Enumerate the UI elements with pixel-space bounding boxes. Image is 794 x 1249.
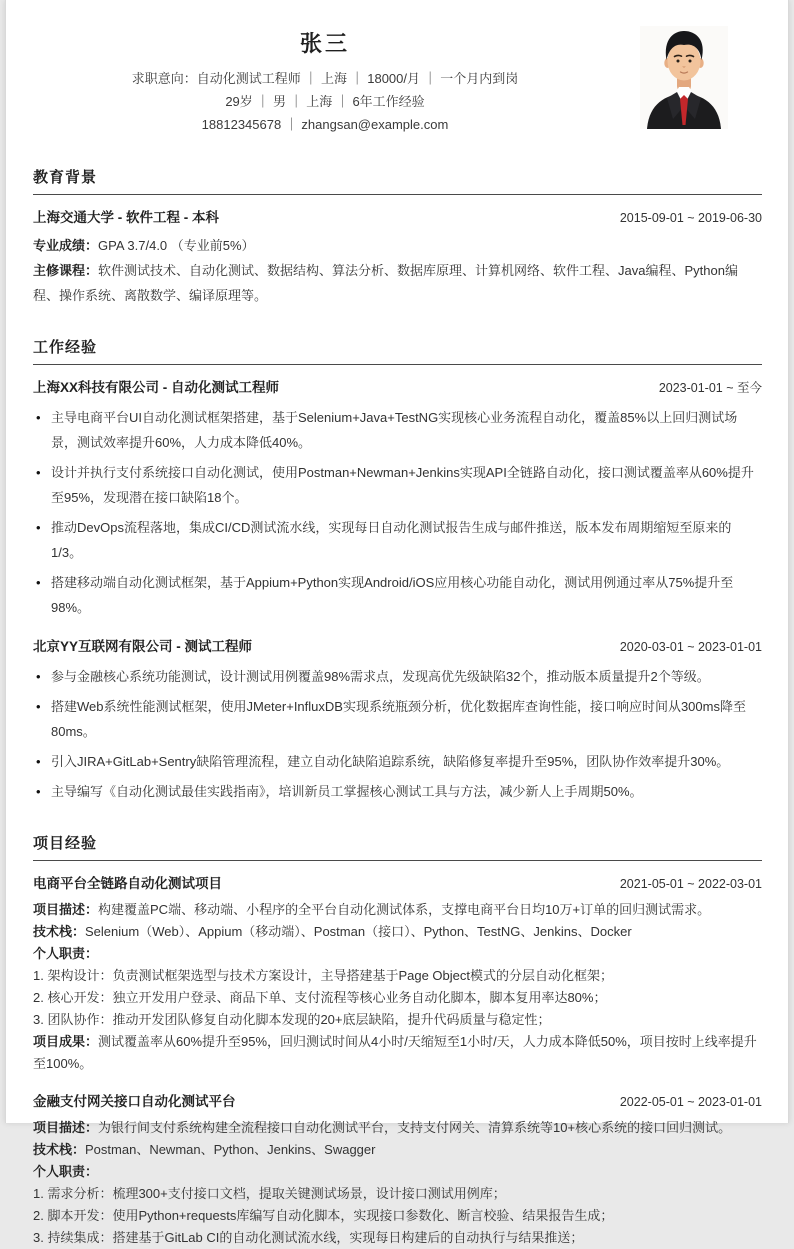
candidate-name: 张三 — [299, 31, 350, 56]
project1-result-text: 测试覆盖率从60%提升至95%，回归测试时间从4小时/天缩短至1小时/天，人力成本降低50%，项目按时上线率提升至100%。 — [33, 1034, 757, 1071]
job2-date-range: 2020-03-01 ~ 2023-01-01 — [619, 640, 762, 654]
section-education — [33, 166, 762, 308]
job2-bullet-4: • 主导编写《自动化测试最佳实践指南》，培训新员工掌握核心测试工具与方法，减少新人上手周期50%。 — [33, 779, 762, 804]
project-entry-2 — [33, 1092, 762, 1249]
project1-duty-label: 个人职责： — [33, 946, 99, 961]
job1-bullet-3: • 推动DevOps流程落地，集成CI/CD测试流水线，实现每日自动化测试报告生成与邮件推送，版本发布周期缩短至原来的1/3。 — [33, 515, 762, 565]
job2-bullet-3: • 引入JIRA+GitLab+Sentry缺陷管理流程，建立自动化缺陷追踪系统，缺陷修复率提升至95%，团队协作效率提升30%。 — [33, 749, 762, 774]
section-work — [33, 336, 762, 804]
project2-stack-text: Postman、Newman、Python、Jenkins、Swagger — [85, 1142, 376, 1157]
project1-duty-3: 3. 团队协作：推动开发团队修复自动化脚本发现的20+底层缺陷，提升代码质量与稳定性； — [33, 1012, 551, 1027]
project1-stack-text: Selenium（Web）、Appium（移动端）、Postman（接口）、Python、TestNG、Jenkins、Docker — [85, 924, 632, 939]
personal-info-line: 29岁 ｜ 男 ｜ 上海 ｜ 6年工作经验 — [225, 94, 425, 109]
courses-row — [33, 258, 762, 308]
project-entry-1 — [33, 874, 762, 1075]
courses-label: 主修课程： — [33, 263, 99, 278]
profile-photo — [640, 26, 728, 129]
education-entry-head — [33, 208, 762, 228]
project2-duty-3: 3. 持续集成：搭建基于GitLab CI的自动化测试流水线，实现每日构建后的自动执行与结果推送； — [33, 1230, 584, 1245]
gpa-label: 专业成绩： — [33, 238, 99, 253]
gpa-value: GPA 3.7/4.0 （专业前5%） — [98, 238, 255, 253]
project2-description-row — [33, 1117, 762, 1139]
job-intent-line: 求职意向：自动化测试工程师 ｜ 上海 ｜ 18000/月 ｜ 一个月内到岗 — [131, 71, 519, 86]
project2-rows — [33, 1117, 762, 1249]
project1-description-row — [33, 899, 762, 921]
project2-duty-2: 2. 脚本开发：使用Python+requests库编写自动化脚本，实现接口参数化、断言校验、结果报告生成； — [33, 1208, 614, 1223]
section-projects — [33, 832, 762, 1249]
job1-head — [33, 378, 762, 398]
project1-result-label: 项目成果： — [33, 1034, 99, 1049]
project1-description-text: 构建覆盖PC端、移动端、小程序的全平台自动化测试体系，支撑电商平台日均10万+订单的回归测试需求。 — [98, 902, 711, 917]
school-degree-title: 上海交通大学 - 软件工程 - 本科 — [33, 210, 219, 225]
job2-title: 北京YY互联网有限公司 - 测试工程师 — [33, 639, 253, 654]
project2-duty-1: 1. 需求分析：梳理300+支付接口文档，提取关键测试场景，设计接口测试用例库； — [33, 1186, 506, 1201]
job1-bullet-4: • 搭建移动端自动化测试框架，基于Appium+Python实现Android/iOS应用核心功能自动化，测试用例通过率从75%提升至98%。 — [33, 570, 762, 620]
project2-stack-row — [33, 1139, 762, 1161]
project2-stack-label: 技术栈： — [33, 1142, 86, 1157]
resume-header — [33, 30, 762, 138]
job-entry-2 — [33, 637, 762, 804]
project1-duty-header-row — [33, 943, 762, 965]
project1-date-range: 2021-05-01 ~ 2022-03-01 — [619, 877, 762, 891]
education-date-range: 2015-09-01 ~ 2019-06-30 — [619, 211, 762, 225]
section-title-work: 工作经验 — [33, 336, 762, 365]
project2-duty-header-row — [33, 1161, 762, 1183]
job1-bullet-1: • 主导电商平台UI自动化测试框架搭建，基于Selenium+Java+TestNG实现核心业务流程自动化，覆盖85%以上回归测试场景，测试效率提升60%，人力成本降低40%。 — [33, 405, 762, 455]
courses-value: 软件测试技术、自动化测试、数据结构、算法分析、数据库原理、计算机网络、软件工程、Java编程、Python编程、操作系统、离散数学、编译原理等。 — [33, 263, 738, 303]
project1-title: 电商平台全链路自动化测试项目 — [33, 876, 222, 891]
project1-result-row — [33, 1031, 762, 1075]
project1-head — [33, 874, 762, 894]
project1-stack-label: 技术栈： — [33, 924, 86, 939]
job2-bullets — [33, 664, 762, 804]
section-title-education: 教育背景 — [33, 166, 762, 195]
job1-date-range: 2023-01-01 ~ 至今 — [658, 381, 762, 395]
avatar-illustration — [640, 26, 728, 129]
project2-title: 金融支付网关接口自动化测试平台 — [33, 1094, 236, 1109]
job1-bullets — [33, 405, 762, 620]
job2-bullet-2: • 搭建Web系统性能测试框架，使用JMeter+InfluxDB实现系统瓶颈分析，优化数据库查询性能，接口响应时间从300ms降至80ms。 — [33, 694, 762, 744]
gpa-row — [33, 233, 762, 258]
project2-date-range: 2022-05-01 ~ 2023-01-01 — [619, 1095, 762, 1109]
education-rows — [33, 233, 762, 308]
project1-duty-1: 1. 架构设计：负责测试框架选型与技术方案设计，主导搭建基于Page Object模式的分层自动化框架； — [33, 968, 613, 983]
project2-duty-label: 个人职责： — [33, 1164, 99, 1179]
job1-bullet-2: • 设计并执行支付系统接口自动化测试，使用Postman+Newman+Jenkins实现API全链路自动化，接口测试覆盖率从60%提升至95%，发现潜在接口缺陷18个。 — [33, 460, 762, 510]
contact-info-line: 18812345678 ｜ zhangsan@example.com — [201, 117, 449, 132]
job2-bullet-1: • 参与金融核心系统功能测试，设计测试用例覆盖98%需求点，发现高优先级缺陷32个，推动版本质量提升2个等级。 — [33, 664, 762, 689]
job1-title: 上海XX科技有限公司 - 自动化测试工程师 — [33, 380, 280, 395]
job2-head — [33, 637, 762, 657]
project1-description-label: 项目描述： — [33, 902, 99, 917]
project1-duty-2: 2. 核心开发：独立开发用户登录、商品下单、支付流程等核心业务自动化脚本，脚本复用率达80%； — [33, 990, 607, 1005]
project2-description-label: 项目描述： — [33, 1120, 99, 1135]
project2-description-text: 为银行间支付系统构建全流程接口自动化测试平台，支持支付网关、清算系统等10+核心系统的接口回归测试。 — [98, 1120, 732, 1135]
section-title-projects: 项目经验 — [33, 832, 762, 861]
project1-rows — [33, 899, 762, 1075]
resume-page — [5, 0, 789, 1245]
education-entry — [33, 208, 762, 308]
job-entry-1 — [33, 378, 762, 620]
project2-head — [33, 1092, 762, 1112]
project1-stack-row — [33, 921, 762, 943]
